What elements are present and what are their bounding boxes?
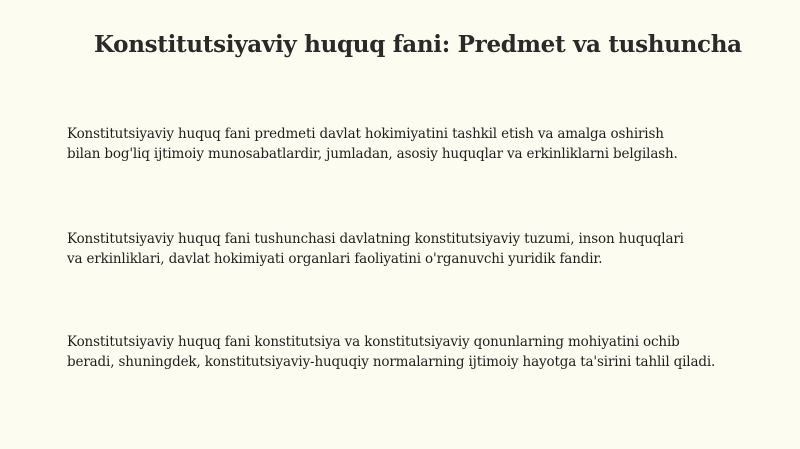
paragraph-analysis	[67, 332, 777, 372]
slide-title: Konstitutsiyaviy huquq fani: Predmet va tushuncha	[94, 31, 742, 58]
paragraph-line: va erkinliklari, davlat hokimiyati organlari faoliyatini o'rganuvchi yuridik fandir.	[67, 251, 603, 267]
paragraph-line: bilan bog'liq ijtimoiy munosabatlardir, jumladan, asosiy huquqlar va erkinliklarni belgilash.	[67, 146, 678, 162]
paragraph-line: Konstitutsiyaviy huquq fani tushunchasi davlatning konstitutsiyaviy tuzumi, inson huquqlari	[67, 231, 684, 247]
paragraph-line: beradi, shuningdek, konstitutsiyaviy-huquqiy normalarning ijtimoiy hayotga ta'sirini tahlil qiladi.	[67, 354, 716, 370]
paragraph-concept	[67, 229, 777, 269]
paragraph-subject	[67, 124, 777, 164]
paragraph-line: Konstitutsiyaviy huquq fani predmeti davlat hokimiyatini tashkil etish va amalga oshirish	[67, 126, 664, 142]
paragraph-line: Konstitutsiyaviy huquq fani konstitutsiya va konstitutsiyaviy qonunlarning mohiyatini ochib	[67, 334, 680, 350]
